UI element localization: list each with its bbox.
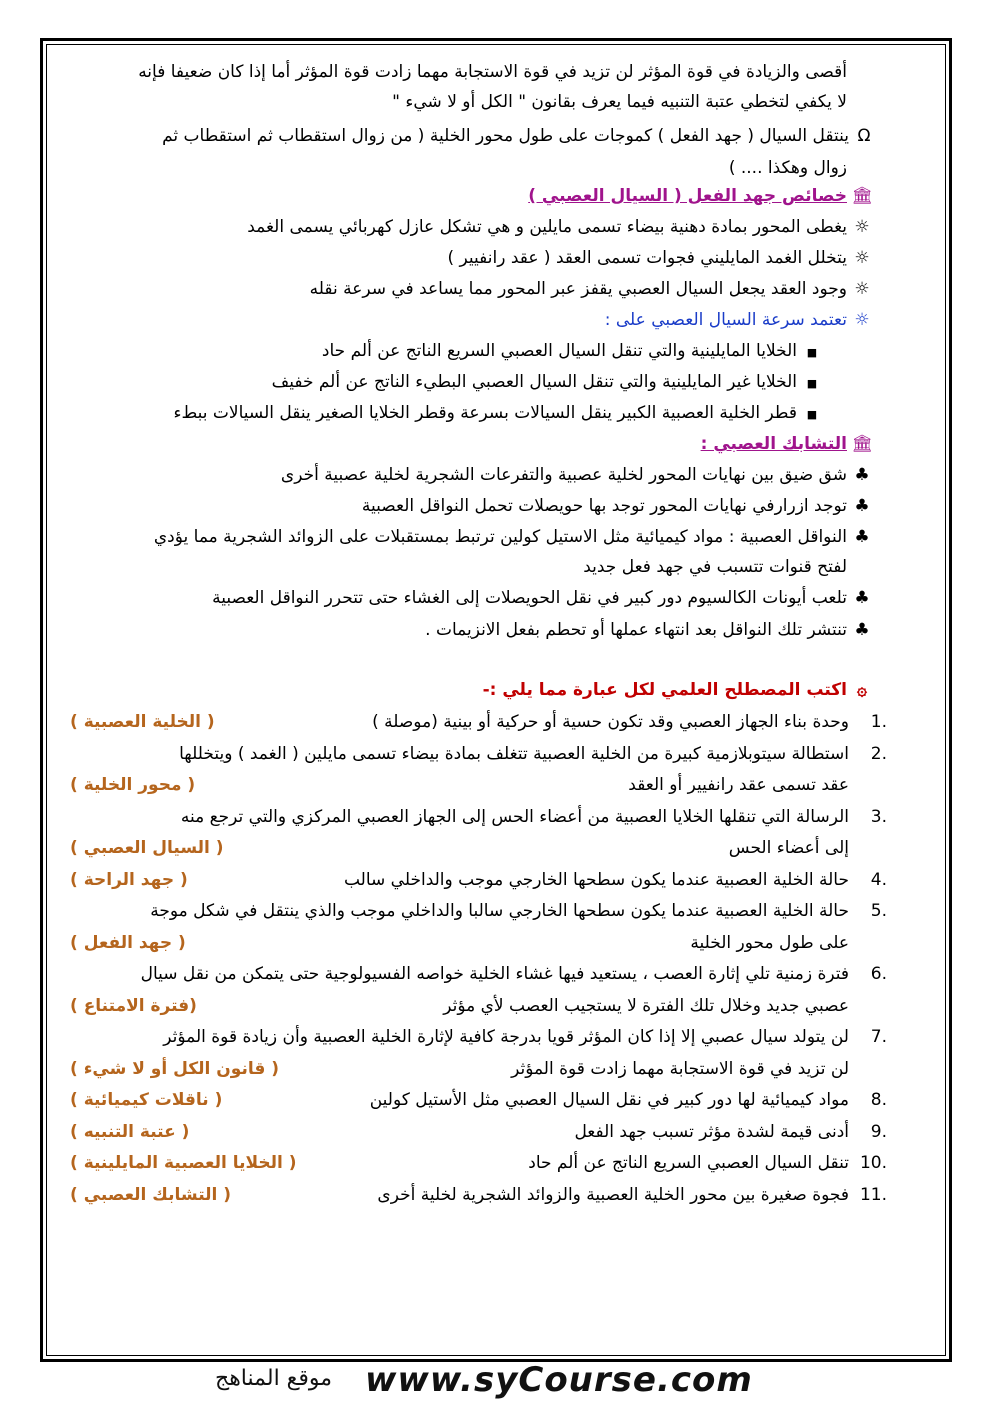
exercise-statement: مواد كيميائية لها دور كبير في نقل السيال العصبي مثل الأستيل كولين — [369, 1090, 849, 1110]
exercise-item — [62, 1087, 887, 1113]
section-title: التشابك العصبي : — [700, 434, 847, 454]
intro-line-3: ينتقل السيال ( جهد الفعل ) كموجات على طول محور الخلية ( من زوال استقطاب ثم استقطاب ثم — [162, 126, 849, 146]
exercise-number: 11. — [859, 1184, 887, 1205]
exercise-number: 1. — [870, 712, 887, 732]
exercise-answer: ( الخلية العصبية ) — [70, 712, 215, 732]
exercise-heading — [483, 678, 877, 702]
exercise-statement: استطالة سيتوبلازمية كبيرة من الخلية العصبية تتغلف بمادة بيضاء تسمى مايلين ( الغمد ) ويتخللها — [179, 743, 849, 764]
club-bullet-icon: ♣ — [854, 465, 870, 485]
section-heading-action-potential — [528, 184, 877, 208]
exercise-item-text — [141, 961, 887, 987]
building-icon: 🏛 — [851, 186, 873, 206]
exercise-item-text: لن تزيد في قوة الاستجابة مهما زادت قوة المؤثر — [511, 1058, 849, 1079]
sun-bullet-icon: ☼ — [854, 217, 870, 237]
exercise-item — [62, 930, 887, 956]
exercise-item-text: عقد تسمى عقد رانفيير أو العقد — [628, 775, 849, 795]
exercise-item-text — [372, 709, 887, 735]
exercise-number: 9. — [870, 1121, 887, 1142]
sun-bullet-icon: ☼ — [854, 279, 870, 299]
exercise-answer: ( عتبة التنبيه ) — [70, 1121, 190, 1142]
exercise-title: اكتب المصطلح العلمي لكل عبارة مما يلي :- — [482, 680, 847, 700]
list-item — [212, 586, 877, 610]
exercise-number: 7. — [870, 1027, 887, 1047]
exercise-answer: ( محور الخلية ) — [70, 775, 196, 795]
sun-bullet-icon: ☼ — [854, 310, 870, 330]
sub-list-item — [174, 401, 828, 427]
exercise-number: 10. — [859, 1153, 887, 1173]
club-bullet-icon: ♣ — [854, 588, 870, 608]
list-item — [310, 277, 877, 301]
exercise-item — [62, 867, 887, 893]
exercise-answer: ( قانون الكل أو لا شيء ) — [70, 1058, 280, 1079]
exercise-item-text: على طول محور الخلية — [690, 932, 849, 953]
exercise-statement: وحدة بناء الجهاز العصبي وقد تكون حسية أو حركية أو بينية (موصلة ) — [372, 712, 849, 732]
club-bullet-icon: ♣ — [854, 620, 870, 640]
exercise-item-text — [181, 804, 887, 830]
list-item-text: يتخلل الغمد المايليني فجوات تسمى العقد ( عقد رانفيير ) — [447, 248, 847, 268]
intro-line-4: زوال وهكذا .... ) — [728, 158, 847, 178]
exercise-item — [62, 772, 887, 798]
square-bullet-icon: ■ — [806, 408, 818, 421]
exercise-answer: (فترة الامتناع ) — [70, 995, 197, 1016]
sub-list-item — [322, 339, 827, 365]
building-icon: 🏛 — [851, 434, 873, 454]
section-heading-synapse — [701, 432, 877, 456]
exercise-item-text — [344, 867, 887, 893]
sub-list-item-text: الخلايا المايلينية والتي تنقل السيال العصبي السريع الناتج عن ألم حاد — [321, 341, 797, 361]
exercise-item — [62, 1119, 887, 1145]
exercise-item — [62, 961, 887, 987]
exercise-answer: ( جهد الفعل ) — [70, 932, 186, 953]
list-item-text: يغطى المحور بمادة دهنية بيضاء تسمى مايلين و هي تشكل عازل كهربائي يسمى الغمد — [247, 217, 847, 237]
exercise-item — [62, 1056, 887, 1082]
intro-line-1: أقصى والزيادة في قوة المؤثر لن تزيد في قوة الاستجابة مهما زادت قوة المؤثر أما إذا كان ضعيفا فإنه — [138, 62, 847, 82]
exercise-statement: حالة الخلية العصبية عندما يكون سطحها الخارجي سالبا والداخلي موجب والذي ينتقل في شكل موجة — [150, 901, 849, 921]
exercise-answer: ( التشابك العصبي ) — [70, 1184, 232, 1205]
document-body — [62, 52, 887, 1212]
list-item — [247, 215, 877, 239]
intro-bullet-item — [162, 124, 879, 148]
list-item-continuation: لفتح قنوات تتسبب في جهد فعل جديد — [583, 557, 847, 577]
exercise-item — [62, 1024, 887, 1050]
list-item-text: تنتشر تلك النواقل بعد انتهاء عملها أو تحطم بفعل الانزيمات . — [425, 620, 847, 640]
list-item — [425, 618, 877, 642]
list-item — [448, 246, 878, 270]
omega-bullet-icon: Ω — [857, 126, 871, 146]
exercise-statement: فترة زمنية تلي إثارة العصب ، يستعيد فيها غشاء الخلية خواصه الفسيولوجية حتى يتمكن من نقل سيال — [140, 964, 849, 984]
club-bullet-icon: ♣ — [854, 496, 870, 516]
exercise-item-text — [574, 1119, 887, 1145]
intro-line-2: لا يكفي لتخطي عتبة التنبيه فيما يعرف بقانون " الكل أو لا شيء " — [392, 92, 847, 112]
exercise-item-text — [163, 1024, 887, 1050]
exercise-number: 4. — [870, 869, 887, 890]
speed-subheading — [605, 308, 877, 332]
list-item-text: النواقل العصبية : مواد كيميائية مثل الاستيل كولين ترتبط بمستقبلات على الزوائد الشجرية مما يؤدي — [153, 527, 847, 547]
exercise-number: 3. — [870, 806, 887, 827]
exercise-statement: تنقل السيال العصبي السريع الناتج عن ألم حاد — [528, 1153, 849, 1173]
sub-list-item-text: قطر الخلية العصبية الكبير ينقل السيالات بسرعة وقطر الخلايا الصغير ينقل السيالات ببطء — [173, 403, 797, 423]
list-item — [281, 463, 877, 487]
exercise-item-text — [370, 1087, 887, 1113]
exercise-item-text — [150, 898, 887, 924]
section-title: خصائص جهد الفعل ( السيال العصبي ) — [528, 186, 847, 206]
sub-list-item — [272, 370, 827, 396]
exercise-statement: الرسالة التي تنقلها الخلايا العصبية من أعضاء الحس إلى الجهاز العصبي المركزي والتي ترجع منه — [180, 806, 849, 827]
exercise-item — [62, 835, 887, 861]
exercise-item — [62, 741, 887, 767]
sun-bullet-icon: ☼ — [854, 248, 870, 268]
exercise-statement: أدنى قيمة لشدة مؤثر تسبب جهد الفعل — [574, 1121, 849, 1142]
exercise-item — [62, 1182, 887, 1208]
sub-list-item-text: الخلايا غير المايلينية والتي تنقل السيال العصبي البطيء الناتج عن ألم خفيف — [271, 372, 797, 392]
square-bullet-icon: ■ — [806, 377, 818, 390]
footer-site-name: موقع المناهج — [215, 1366, 333, 1391]
exercise-statement: لن يتولد سيال عصبي إلا إذا كان المؤثر قويا بدرجة كافية لإثارة الخلية العصبية وأن زيادة قوة المؤثر — [163, 1027, 849, 1047]
exercise-answer: ( السيال العصبي ) — [70, 838, 224, 858]
exercise-item-text: إلى أعضاء الحس — [728, 838, 849, 858]
exercise-number: 5. — [870, 901, 887, 921]
exercise-item-text — [528, 1150, 887, 1176]
footer-watermark — [215, 1360, 775, 1400]
exercise-statement: حالة الخلية العصبية عندما يكون سطحها الخارجي موجب والداخلي سالب — [343, 869, 849, 890]
exercise-item — [62, 993, 887, 1019]
star-circle-icon: ۞ — [857, 680, 867, 700]
exercise-item-text — [377, 1182, 887, 1208]
list-item-text: تلعب أيونات الكالسيوم دور كبير في نقل الحويصلات إلى الغشاء حتى تتحرر النواقل العصبية — [212, 588, 847, 608]
list-item-text: شق ضيق بين نهايات المحور لخلية عصبية والتفرعات الشجرية لخلية عصبية أخرى — [280, 465, 847, 485]
speed-subheading-text: تعتمد سرعة السيال العصبي على : — [604, 310, 847, 330]
list-item-text: وجود العقد يجعل السيال العصبي يقفز عبر المحور مما يساعد في سرعة نقله — [309, 279, 847, 299]
exercise-number: 2. — [870, 743, 887, 764]
exercise-item — [62, 804, 887, 830]
exercise-item — [62, 1150, 887, 1176]
list-item — [362, 494, 877, 518]
exercise-answer: ( ناقلات كيميائية ) — [70, 1090, 223, 1110]
exercise-statement: فجوة صغيرة بين محور الخلية العصبية والزوائد الشجرية لخلية أخرى — [377, 1184, 849, 1205]
footer-url: www.syCourse.com — [365, 1360, 753, 1400]
exercise-item — [62, 898, 887, 924]
club-bullet-icon: ♣ — [854, 527, 870, 547]
exercise-item — [62, 709, 887, 735]
list-item-text: توجد ازرارفي نهايات المحور توجد بها حويصلات تحمل النواقل العصبية — [361, 496, 847, 516]
list-item — [154, 525, 877, 549]
exercise-number: 8. — [870, 1090, 887, 1110]
exercise-number: 6. — [870, 964, 887, 984]
exercise-answer: ( الخلايا العصبية المايلينية ) — [70, 1153, 297, 1173]
square-bullet-icon: ■ — [806, 346, 818, 359]
exercise-item-text: عصبي جديد وخلال تلك الفترة لا يستجيب العصب لأي مؤثر — [443, 995, 849, 1016]
exercise-answer: ( جهد الراحة ) — [70, 869, 188, 890]
exercise-item-text — [179, 741, 887, 767]
